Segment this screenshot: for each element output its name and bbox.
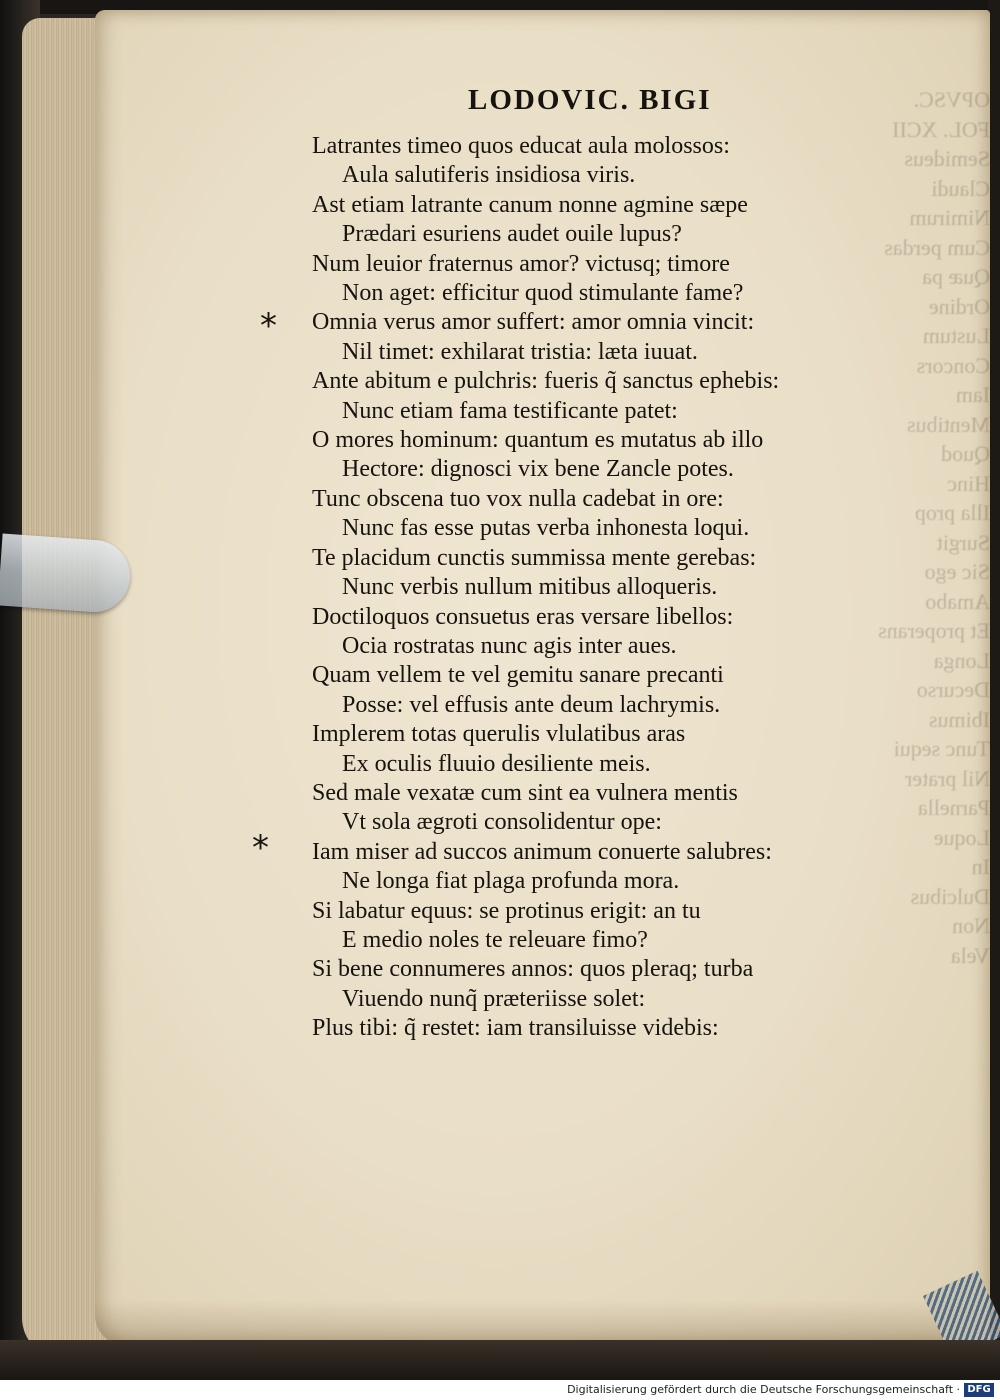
dfg-logo: DFG (964, 1383, 994, 1397)
bleed-through-line: Non (952, 913, 990, 938)
verse-line-hexameter: Latrantes timeo quos educat aula molossos: (312, 133, 730, 159)
verse-line-pentameter: Non aget: efficitur quod stimulante fame? (342, 280, 744, 307)
bleed-through-line: Quod (941, 441, 990, 466)
verse-line-pentameter: Nunc verbis nullum mitibus alloqueris. (342, 574, 718, 601)
bleed-through-line: Ordine (928, 293, 990, 319)
verse-line-pentameter: Nunc fas esse putas verba inhonesta loqui. (342, 515, 750, 542)
verse-line-hexameter: Doctiloquos consuetus eras versare libellos: (312, 603, 734, 630)
bleed-through-line: Hinc (947, 470, 990, 496)
bleed-through-line: Tunc sequi (893, 736, 990, 761)
verse-line-pentameter: Nil timet: exhilarat tristia: læta iuuat. (342, 338, 698, 365)
bleed-through-line: Longa (933, 647, 990, 673)
verse-line-pentameter: Aula salutiferis insidiosa viris. (342, 162, 636, 189)
verse-line-pentameter: E medio noles te releuare fimo? (342, 926, 648, 953)
verse-line-pentameter: Viuendo nunq̃ præteriisse solet: (342, 985, 646, 1012)
verse-line-hexameter: Ast etiam latrante canum nonne agmine sæpe (312, 191, 748, 218)
bleed-through-line: Ibimus (928, 706, 990, 732)
verse-line-pentameter: Hectore: dignosci vix bene Zancle potes. (342, 456, 734, 483)
verse-line-hexameter: Sed male vexatæ cum sint ea vulnera mentis (312, 779, 738, 806)
bleed-through-line: Dulcibus (910, 883, 990, 909)
bleed-through-line: Semideus (904, 146, 990, 171)
verse-line-hexameter: Ante abitum e pulchris: fueris q̃ sanctus ephebis: (312, 368, 780, 395)
verse-line-pentameter: Nunc etiam fama testificante patet: (342, 397, 678, 424)
verse-line-hexameter: Iam miser ad succos animum conuerte salubres: (312, 838, 772, 865)
bleed-through-line: Et properans (878, 618, 990, 643)
bleed-through-line: Nil prater (905, 765, 990, 791)
bleed-through-line: Nimirum (909, 205, 990, 230)
bleed-through-line: Quæ pa (922, 264, 990, 289)
verse-line-pentameter: Vt sola ægroti consolidentur ope: (342, 809, 662, 836)
page-holder-clip (0, 534, 132, 615)
bleed-through-line: Surgit (936, 529, 990, 555)
verse-line-hexameter: O mores hominum: quantum es mutatus ab illo (312, 427, 764, 454)
verse-line-pentameter: Posse: vel effusis ante deum lachrymis. (342, 691, 721, 718)
bleed-through-line: Concors (916, 352, 990, 378)
funding-footer (0, 1380, 1000, 1400)
verse-line-hexameter: Si labatur equus: se protinus erigit: an tu (312, 897, 701, 924)
margin-asterisk-mark: * (260, 306, 277, 346)
bleed-through-line: FOL. XCII (892, 116, 990, 142)
verse-line-pentameter: Ocia rostratas nunc agis inter aues. (342, 632, 677, 659)
verse-line-pentameter: Ne longa fiat plaga profunda mora. (342, 868, 680, 895)
verse-line-hexameter: Te placidum cunctis summissa mente gerebas: (312, 544, 757, 571)
poem-verses (312, 132, 779, 1044)
funding-credit: Digitalisierung gefördert durch die Deutsche Forschungsgemeinschaft · (567, 1383, 960, 1396)
verse-line-pentameter: Prædari esuriens audet ouile lupus? (342, 221, 682, 248)
margin-asterisk-mark: * (252, 828, 269, 868)
bleed-through-line: Vela (950, 942, 990, 968)
cover-bottom (0, 1340, 1000, 1380)
bleed-through-line: OPVSC. (913, 87, 990, 112)
running-header: LODOVIC. BIGI (468, 84, 712, 116)
verse-line-hexameter: Omnia verus amor suffert: amor omnia vincit: (312, 309, 755, 336)
bleed-through-line: Parnella (917, 795, 990, 820)
verse-line-hexameter: Implerem totas querulis vlulatibus aras (312, 721, 686, 748)
verse-line-hexameter: Plus tibi: q̃ restet: iam transiluisse videbis: (312, 1015, 719, 1042)
bleed-through-line: Cum perdas (884, 234, 990, 260)
bleed-through-line: Claudi (931, 175, 990, 201)
bleed-through-line: Lustum (922, 323, 990, 348)
verse-line-hexameter: Si bene connumeres annos: quos pleraq; turba (312, 956, 754, 983)
verse-line-hexameter: Tunc obscena tuo vox nulla cadebat in ore: (312, 485, 724, 512)
bleed-through-text (790, 85, 990, 1075)
bleed-through-line: Amabo (925, 588, 990, 614)
bleed-through-line: Loque (933, 824, 990, 850)
verse-line-hexameter: Num leuior fraternus amor? victusq; timore (312, 250, 730, 277)
bleed-through-line: Iam (955, 382, 990, 407)
bleed-through-line: Decurso (916, 677, 990, 702)
verse-line-pentameter: Ex oculis fluuio desiliente meis. (342, 750, 651, 777)
bleed-through-line: Sic ego (924, 559, 990, 584)
page-shading (95, 1300, 990, 1345)
verse-line-hexameter: Quam vellem te vel gemitu sanare precanti (312, 662, 724, 689)
bleed-through-line: Illa prop (914, 500, 990, 525)
bleed-through-line: Mentibus (906, 411, 990, 437)
bleed-through-line: In (971, 854, 990, 879)
